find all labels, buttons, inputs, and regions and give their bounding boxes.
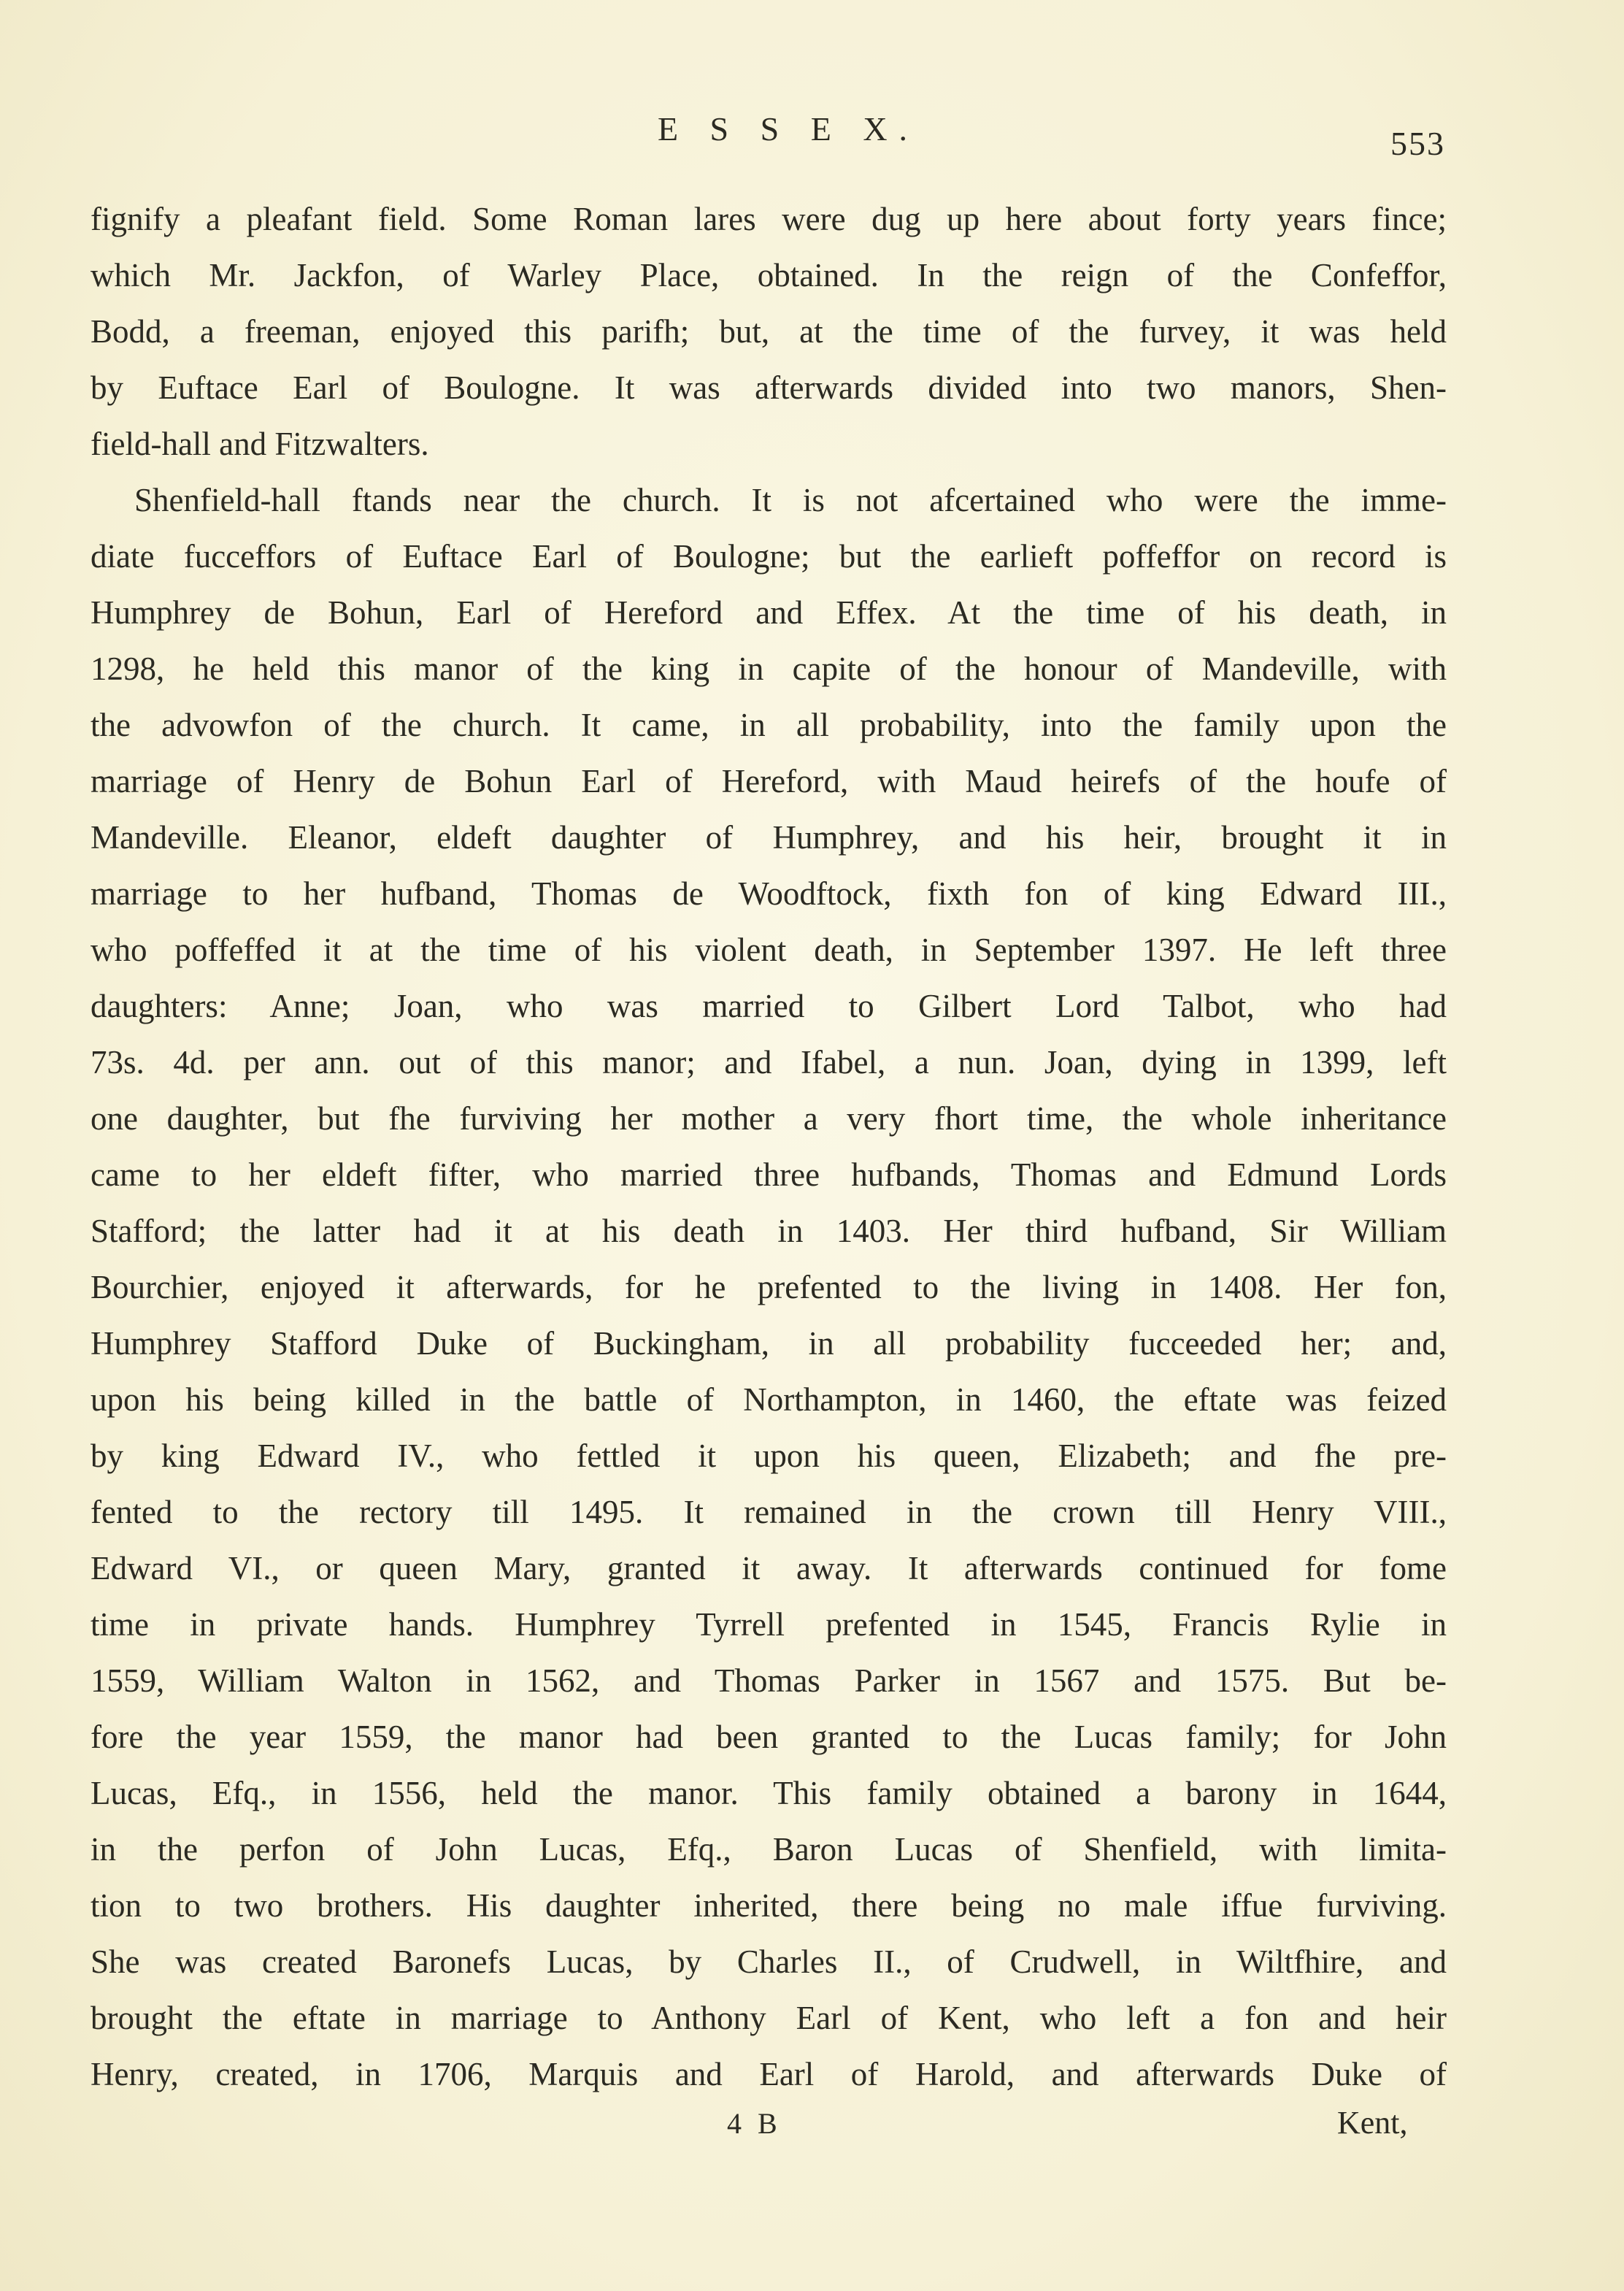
text-line: 1559, William Walton in 1562, and Thomas Parker in 1567 and 1575. But be- xyxy=(91,1662,1447,1699)
text-line: time in private hands. Humphrey Tyrrell prefented in 1545, Francis Rylie in xyxy=(91,1606,1447,1643)
text-line: Henry, created, in 1706, Marquis and Earl of Harold, and afterwards Duke of xyxy=(91,2056,1447,2092)
text-line: tion to two brothers. His daughter inherited, there being no male iffue furviving. xyxy=(91,1887,1447,1924)
text-line: Lucas, Efq., in 1556, held the manor. This family obtained a barony in 1644, xyxy=(91,1775,1447,1811)
text-line: in the perfon of John Lucas, Efq., Baron Lucas of Shenfield, with limita- xyxy=(91,1831,1447,1868)
text-line: the advowfon of the church. It came, in all probability, into the family upon the xyxy=(91,707,1447,743)
text-line: fented to the rectory till 1495. It remained in the crown till Henry VIII., xyxy=(91,1494,1447,1530)
text-line: She was created Baronefs Lucas, by Charles II., of Crudwell, in Wiltfhire, and xyxy=(91,1943,1447,1980)
running-head: E S S E X. xyxy=(657,110,920,147)
text-line: by Euftace Earl of Boulogne. It was afterwards divided into two manors, Shen- xyxy=(91,369,1447,406)
text-line: brought the eftate in marriage to Anthony Earl of Kent, who left a fon and heir xyxy=(91,2000,1447,2036)
text-line: Mandeville. Eleanor, eldeft daughter of Humphrey, and his heir, brought it in xyxy=(91,819,1447,856)
text-line: which Mr. Jackfon, of Warley Place, obtained. In the reign of the Confeffor, xyxy=(91,257,1447,293)
text-line: Stafford; the latter had it at his death in 1403. Her third hufband, Sir William xyxy=(91,1213,1447,1249)
text-line: Bourchier, enjoyed it afterwards, for he prefented to the living in 1408. Her fon, xyxy=(91,1269,1447,1305)
text-line: Bodd, a freeman, enjoyed this parifh; but, at the time of the furvey, it was held xyxy=(91,313,1447,350)
text-line: Humphrey Stafford Duke of Buckingham, in all probability fucceeded her; and, xyxy=(91,1325,1447,1362)
text-line: one daughter, but fhe furviving her mother a very fhort time, the whole inheritance xyxy=(91,1100,1447,1137)
text-line: by king Edward IV., who fettled it upon his queen, Elizabeth; and fhe pre- xyxy=(91,1438,1447,1474)
catchword: Kent, xyxy=(1337,2105,1408,2141)
text-line: Edward VI., or queen Mary, granted it away. It afterwards continued for fome xyxy=(91,1550,1447,1586)
text-line: Shenfield-hall ftands near the church. It is not afcertained who were the imme- xyxy=(134,482,1447,518)
signature-mark: 4 B xyxy=(727,2107,782,2140)
text-line: fore the year 1559, the manor had been granted to the Lucas family; for John xyxy=(91,1719,1447,1755)
text-line: 73s. 4d. per ann. out of this manor; and Ifabel, a nun. Joan, dying in 1399, left xyxy=(91,1044,1447,1081)
text-line: marriage of Henry de Bohun Earl of Hereford, with Maud heirefs of the houfe of xyxy=(91,763,1447,799)
text-line: fignify a pleafant field. Some Roman lares were dug up here about forty years fince; xyxy=(91,201,1447,237)
text-line: Humphrey de Bohun, Earl of Hereford and Effex. At the time of his death, in xyxy=(91,594,1447,631)
text-line: who poffeffed it at the time of his violent death, in September 1397. He left three xyxy=(91,932,1447,968)
text-line: diate fucceffors of Euftace Earl of Boulogne; but the earlieft poffeffor on record is xyxy=(91,538,1447,575)
text-line: marriage to her hufband, Thomas de Woodftock, fixth fon of king Edward III., xyxy=(91,875,1447,912)
text-line: upon his being killed in the battle of Northampton, in 1460, the eftate was feized xyxy=(91,1381,1447,1418)
text-line: came to her eldeft fifter, who married three hufbands, Thomas and Edmund Lords xyxy=(91,1156,1447,1193)
text-line: 1298, he held this manor of the king in capite of the honour of Mandeville, with xyxy=(91,651,1447,687)
page-number: 553 xyxy=(1390,125,1445,162)
text-line: daughters: Anne; Joan, who was married to Gilbert Lord Talbot, who had xyxy=(91,988,1447,1024)
text-line: field-hall and Fitzwalters. xyxy=(91,426,429,462)
body-text xyxy=(91,191,1447,2103)
